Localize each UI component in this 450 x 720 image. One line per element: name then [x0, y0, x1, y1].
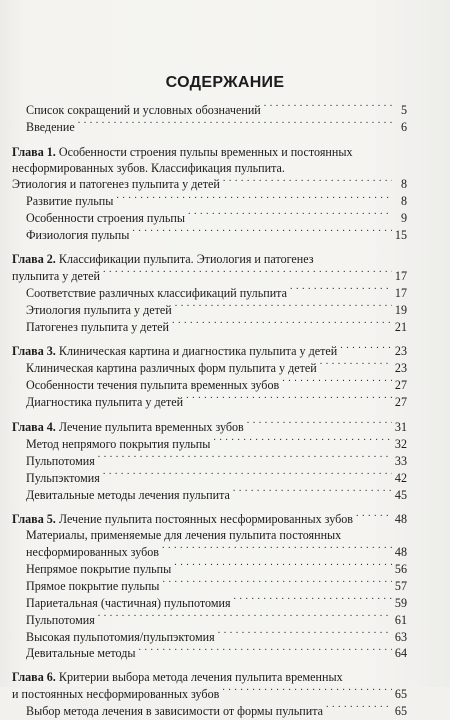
toc-page-number: 65 — [394, 687, 407, 702]
toc-entry-title: Особенности течения пульпита временных зубов — [26, 378, 280, 393]
dot-leader — [282, 377, 392, 389]
toc-page-number: 42 — [394, 470, 407, 485]
toc-entry — [12, 193, 407, 210]
chapter-title-line: Классификации пульпита. Этиология и патогенез — [58, 251, 314, 266]
toc-entry-title: Патогенез пульпита у детей — [26, 319, 169, 334]
toc-entry — [12, 561, 407, 578]
toc-entry-title: несформированных зубов — [26, 545, 160, 560]
toc-page-number: 27 — [394, 395, 407, 410]
toc-page-number: 23 — [394, 344, 407, 359]
chapter-label: Глава 5. — [12, 512, 56, 527]
chapter-heading-last — [12, 268, 407, 285]
toc-page-number: 17 — [394, 268, 407, 283]
dot-leader — [234, 595, 392, 607]
dot-leader — [218, 628, 392, 640]
toc-entry — [12, 486, 407, 503]
toc-entry — [12, 377, 407, 394]
toc-page-number: 48 — [394, 545, 407, 560]
toc-entry — [12, 210, 407, 227]
toc-entry — [12, 285, 407, 302]
toc-entry-title: Прямое покрытие пульпы — [26, 578, 160, 593]
toc-entry-title: Клиническая картина различных форм пульпита у детей — [26, 361, 317, 376]
toc-entry — [12, 394, 407, 411]
chapter-label: Глава 1. — [12, 144, 56, 159]
chapter-label: Глава 6. — [12, 670, 56, 685]
toc-entry-title: Материалы, применяемые для лечения пульпита постоянных — [26, 528, 342, 543]
toc-page-number: 64 — [394, 646, 407, 661]
chapter-heading-last — [12, 419, 407, 436]
toc-page-number: 63 — [394, 629, 407, 644]
toc-entry-title: Этиология пульпита у детей — [26, 302, 172, 317]
dot-leader — [326, 703, 392, 715]
toc-page-number: 33 — [394, 453, 407, 468]
toc-page-number: 57 — [394, 578, 407, 593]
toc-entry-title: Непрямое покрытие пульпы — [26, 561, 172, 576]
toc-page-number: 32 — [394, 436, 407, 451]
toc-entry — [12, 119, 407, 136]
toc-page-number: 27 — [394, 378, 407, 393]
dot-leader — [172, 318, 392, 330]
dot-leader — [186, 394, 392, 406]
toc-entry-title: Метод непрямого покрытия пульпы — [26, 436, 211, 451]
toc-page-number: 61 — [394, 612, 407, 627]
toc-entry-title: Высокая пульпотомия/пульпэктомия — [26, 629, 215, 644]
toc-entry — [12, 628, 407, 645]
dot-leader — [98, 453, 392, 465]
chapter-heading — [12, 145, 407, 161]
toc-entry — [12, 302, 407, 319]
dot-leader — [78, 119, 392, 131]
toc-page-number: 6 — [400, 119, 407, 134]
dot-leader — [162, 578, 391, 590]
toc-entry-title: Физиология пульпы — [26, 228, 130, 243]
toc-page-number: 59 — [394, 595, 407, 610]
toc-page-number: 15 — [394, 228, 407, 243]
dot-leader — [132, 227, 392, 239]
toc-page-number: 21 — [394, 319, 407, 334]
toc-page-number: 48 — [394, 512, 407, 527]
chapter-heading-last — [12, 343, 407, 360]
toc-entry — [12, 578, 407, 595]
toc-entry-title: Развитие пульпы — [26, 194, 114, 209]
dot-leader — [320, 360, 392, 372]
toc-entry — [12, 544, 407, 561]
toc-page-number: 19 — [394, 302, 407, 317]
toc-entry-title: Пульпотомия — [26, 612, 95, 627]
toc-entry-title: Список сокращений и условных обозначений — [26, 103, 261, 118]
toc-entry — [12, 612, 407, 629]
chapter-title-line: Лечение пульпита постоянных несформированных зубов — [58, 512, 353, 527]
chapter-label: Глава 4. — [12, 419, 56, 434]
toc-entry — [12, 595, 407, 612]
toc-page-number: 17 — [394, 285, 407, 300]
dot-leader — [264, 102, 392, 114]
toc-entry-title: Пульпэктомия — [26, 470, 100, 485]
toc-entry-title: Диагностика пульпита у детей — [26, 395, 184, 410]
toc-entry-title: Пульпотомия — [26, 453, 95, 468]
dot-leader — [290, 285, 392, 297]
toc-entry-title: Девитальные методы — [26, 646, 136, 661]
dot-leader — [223, 176, 392, 188]
dot-leader — [103, 470, 392, 482]
toc-page-number: 8 — [400, 177, 407, 192]
toc-page-number: 8 — [400, 194, 407, 209]
dot-leader — [247, 419, 392, 431]
dot-leader — [356, 511, 392, 523]
toc-entry-title: Девитальные методы лечения пульпита — [26, 487, 230, 502]
table-of-contents — [12, 102, 407, 720]
chapter-heading-last — [12, 511, 407, 528]
toc-page-number: 31 — [394, 419, 407, 434]
toc-entry — [12, 645, 407, 662]
dot-leader — [340, 343, 392, 355]
chapter-title-line: и постоянных несформированных зубов — [12, 687, 220, 702]
chapter-heading — [12, 252, 407, 268]
toc-page-number: 5 — [400, 103, 407, 118]
toc-page-number: 56 — [394, 561, 407, 576]
dot-leader — [213, 436, 392, 448]
dot-leader — [222, 686, 392, 698]
chapter-title-line: Лечение пульпита временных зубов — [58, 419, 244, 434]
toc-entry-title: Особенности строения пульпы — [26, 211, 186, 226]
dot-leader — [233, 486, 392, 498]
chapter-title-line: Этиология и патогенез пульпита у детей — [12, 177, 220, 192]
dot-leader — [175, 302, 392, 314]
toc-entry — [12, 703, 407, 720]
toc-entry-title: Париетальная (частичная) пульпотомия — [26, 595, 231, 610]
toc-page-number: 45 — [394, 487, 407, 502]
chapter-title-line: Клиническая картина и диагностика пульпита у детей — [58, 344, 338, 359]
dot-leader — [98, 612, 392, 624]
dot-leader — [139, 645, 392, 657]
chapter-title-line: несформированных зубов. Классификация пульпита. — [12, 160, 285, 175]
toc-entry-title: Соответствие различных классификаций пульпита — [26, 285, 287, 300]
dot-leader — [116, 193, 392, 205]
chapter-label: Глава 3. — [12, 344, 56, 359]
dot-leader — [162, 544, 392, 556]
chapter-heading-last — [12, 686, 407, 703]
toc-entry — [12, 470, 407, 487]
toc-page-number: 23 — [394, 361, 407, 376]
toc-entry — [12, 360, 407, 377]
chapter-heading — [12, 670, 407, 686]
toc-entry — [12, 453, 407, 470]
dot-leader — [103, 268, 392, 280]
toc-entry-title: Выбор метода лечения в зависимости от формы пульпита — [26, 704, 324, 719]
toc-page-number: 9 — [400, 211, 407, 226]
chapter-label: Глава 2. — [12, 251, 56, 266]
toc-entry — [12, 436, 407, 453]
dot-leader — [174, 561, 392, 573]
chapter-title-line: пульпита у детей — [12, 268, 101, 283]
toc-page-number: 65 — [394, 704, 407, 719]
page-title: СОДЕРЖАНИЕ — [165, 74, 285, 91]
dot-leader — [188, 210, 392, 222]
toc-entry — [12, 102, 407, 119]
toc-entry-title: Введение — [26, 119, 75, 134]
chapter-title-line: Критерии выбора метода лечения пульпита временных — [58, 670, 343, 685]
toc-entry — [12, 227, 407, 244]
toc-entry — [12, 318, 407, 335]
chapter-title-line: Особенности строения пульпы временных и постоянных — [58, 144, 353, 159]
chapter-heading-last — [12, 176, 407, 193]
